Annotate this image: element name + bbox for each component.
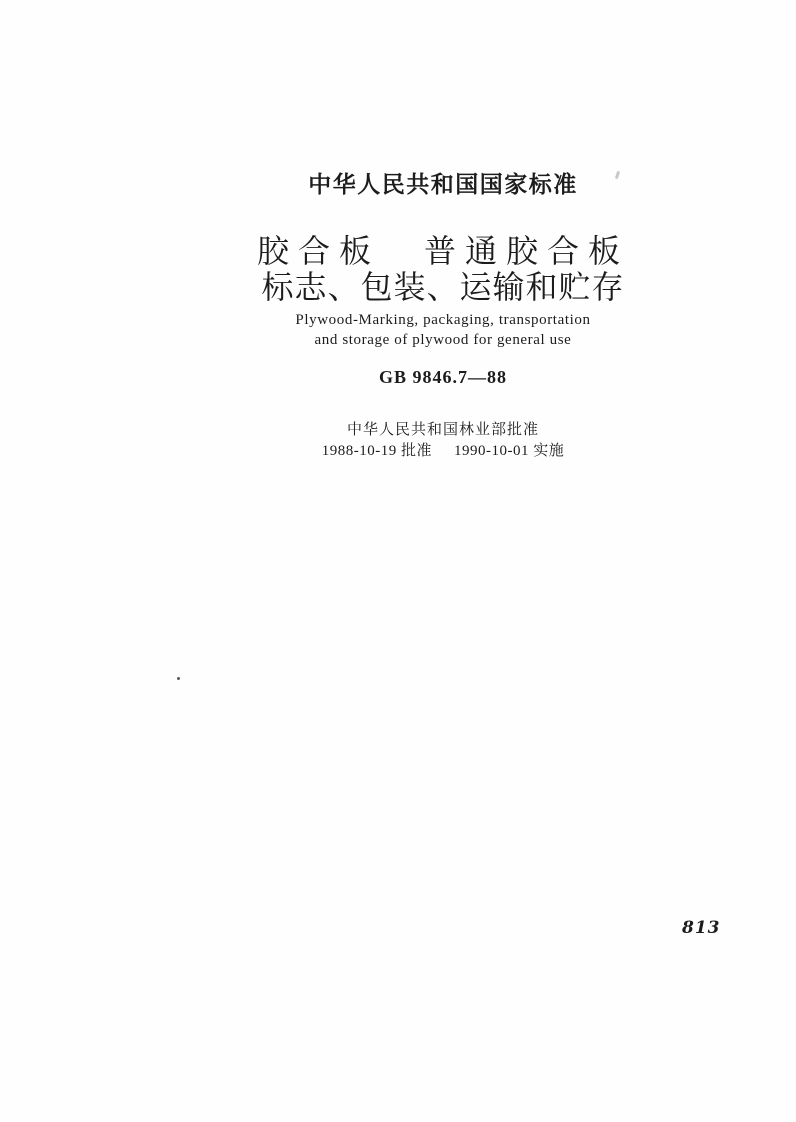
page-number: 813 [682,918,721,938]
approved-date: 1988-10-19 批准 [321,443,432,459]
national-standard-header: 中华人民共和国国家标准 [308,171,578,197]
english-subtitle-line2: and storage of plywood for general use [314,332,572,348]
implemented-date: 1990-10-01 实施 [454,443,565,459]
title-part-general-plywood: 普通胶合板 [424,233,630,269]
scan-speck [177,677,180,680]
standard-number: GB 9846.7—88 [378,367,507,387]
approval-organization: 中华人民共和国林业部批准 [346,422,539,438]
document-title-line2: 标志、包装、运输和贮存 [261,269,625,305]
title-part-plywood: 胶合板 [256,233,380,269]
approval-dates-line [90,439,796,460]
english-subtitle-line1: Plywood-Marking, packaging, transportation [295,312,591,328]
